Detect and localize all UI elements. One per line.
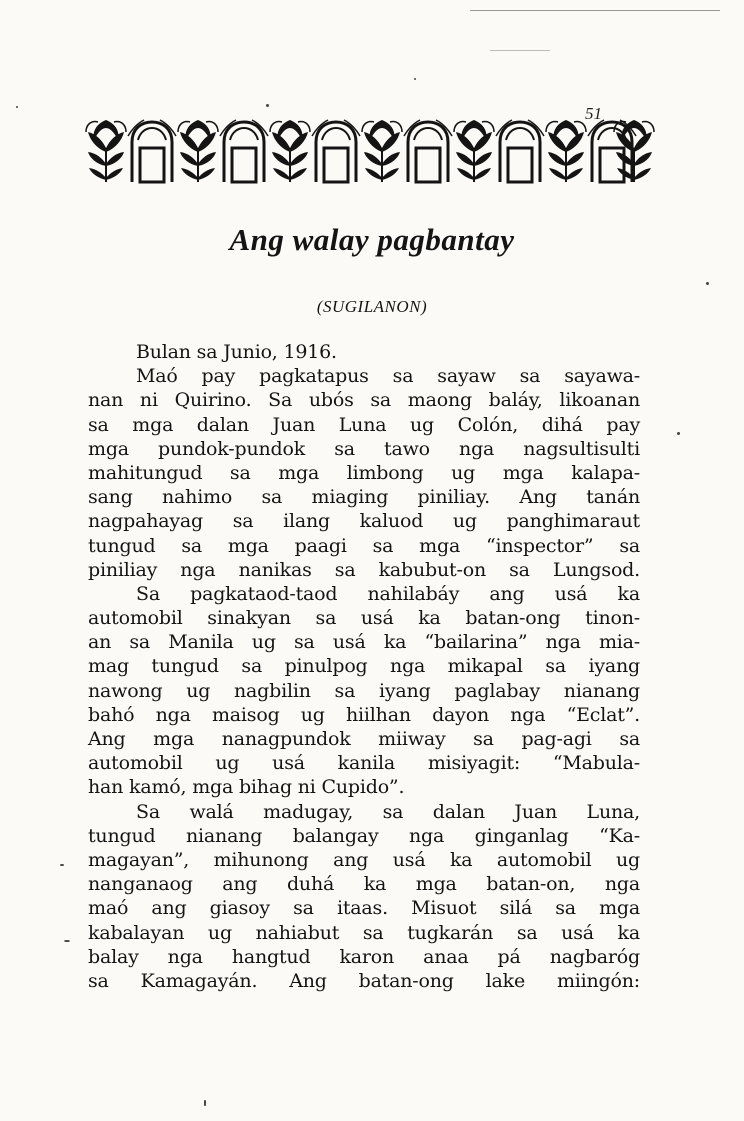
text-line: sa mga dalan Juan Luna ug Colón, dihá pay	[88, 413, 640, 436]
text-line: Sa pagkataod-taod nahilabáy ang usá ka	[136, 582, 640, 605]
text-line: nagpahayag sa ilang kaluod ug panghimaraut	[88, 510, 640, 533]
text-line: an sa Manila ug sa usá ka “bailarina” nga mia-	[88, 631, 640, 654]
text-line: sa Kamagayán. Ang batan-ong lake miingón:	[88, 969, 640, 992]
scan-artifact	[64, 940, 70, 942]
text-line: nanganaog ang duhá ka mga batan-on, nga	[88, 873, 640, 896]
text-line: mga pundok-pundok sa tawo nga nagsultisulti	[88, 437, 640, 460]
scan-artifact	[490, 50, 550, 51]
text-line: Ang mga nanagpundok miiway sa pag-agi sa	[88, 728, 640, 750]
story-title: Ang walay pagbantay	[229, 222, 515, 257]
text-line: balay nga hangtud karon anaa pá nagbaróg	[88, 945, 640, 968]
text-line: han kamó, mga bihag ni Cupido”.	[88, 776, 405, 799]
story-genre-subtitle: (SUGILANON)	[316, 297, 428, 316]
scan-artifact	[60, 864, 64, 866]
text-line: nawong ug nagbilin sa iyang paglabay nianang	[88, 679, 640, 702]
text-line: sang nahimo sa miaging piniliay. Ang tanán	[88, 486, 640, 509]
text-line: automobil sinakyan sa usá ka batan-ong tinon-	[88, 607, 640, 630]
text-line: mahitungud sa mga limbong ug mga kalapa-	[88, 461, 640, 484]
text-line: automobil ug usá kanila misiyagit: “Mabula-	[88, 752, 640, 775]
text-line: magayan”, mihunong ang usá ka automobil ug	[88, 848, 640, 871]
text-line: bahó nga maisog ug hiilhan dayon nga “Eclat”.	[88, 703, 640, 726]
scan-artifact	[414, 78, 416, 80]
text-line: mag tungud sa pinulpog nga mikapal sa iyang	[88, 655, 640, 678]
text-line: Bulan sa Junio, 1916.	[136, 341, 337, 363]
scan-artifact	[16, 106, 18, 108]
scan-artifact	[470, 10, 720, 11]
scan-artifact	[677, 432, 680, 435]
text-line: tungud sa mga paagi sa mga “inspector” sa	[88, 534, 640, 557]
paragraph-4	[88, 800, 640, 994]
floral-band-ornament-icon	[84, 118, 656, 184]
text-line: tungud nianang balangay nga ginganlag “Ka-	[88, 824, 640, 847]
page-number: 51	[585, 104, 602, 123]
text-line: kabalayan ug nahiabut sa tugkarán sa usá ka	[88, 921, 640, 944]
text-line: Maó pay pagkatapus sa sayaw sa sayawa-	[136, 365, 640, 388]
paragraph-3	[88, 582, 640, 800]
text-line: Sa walá madugay, sa dalan Juan Luna,	[136, 800, 640, 823]
text-line: nan ni Quirino. Sa ubós sa maong baláy, likoanan	[88, 389, 640, 412]
paragraph-2	[88, 364, 640, 582]
text-line: maó ang giasoy sa itaas. Misuot silá sa mga	[88, 897, 640, 920]
story-body	[88, 340, 640, 993]
text-line: piniliay nga nanikas sa kabubut-on sa Lungsod.	[88, 558, 640, 581]
scan-artifact	[204, 1100, 206, 1106]
paragraph-1	[88, 340, 640, 364]
scan-artifact	[266, 104, 269, 107]
scan-artifact	[706, 282, 709, 285]
